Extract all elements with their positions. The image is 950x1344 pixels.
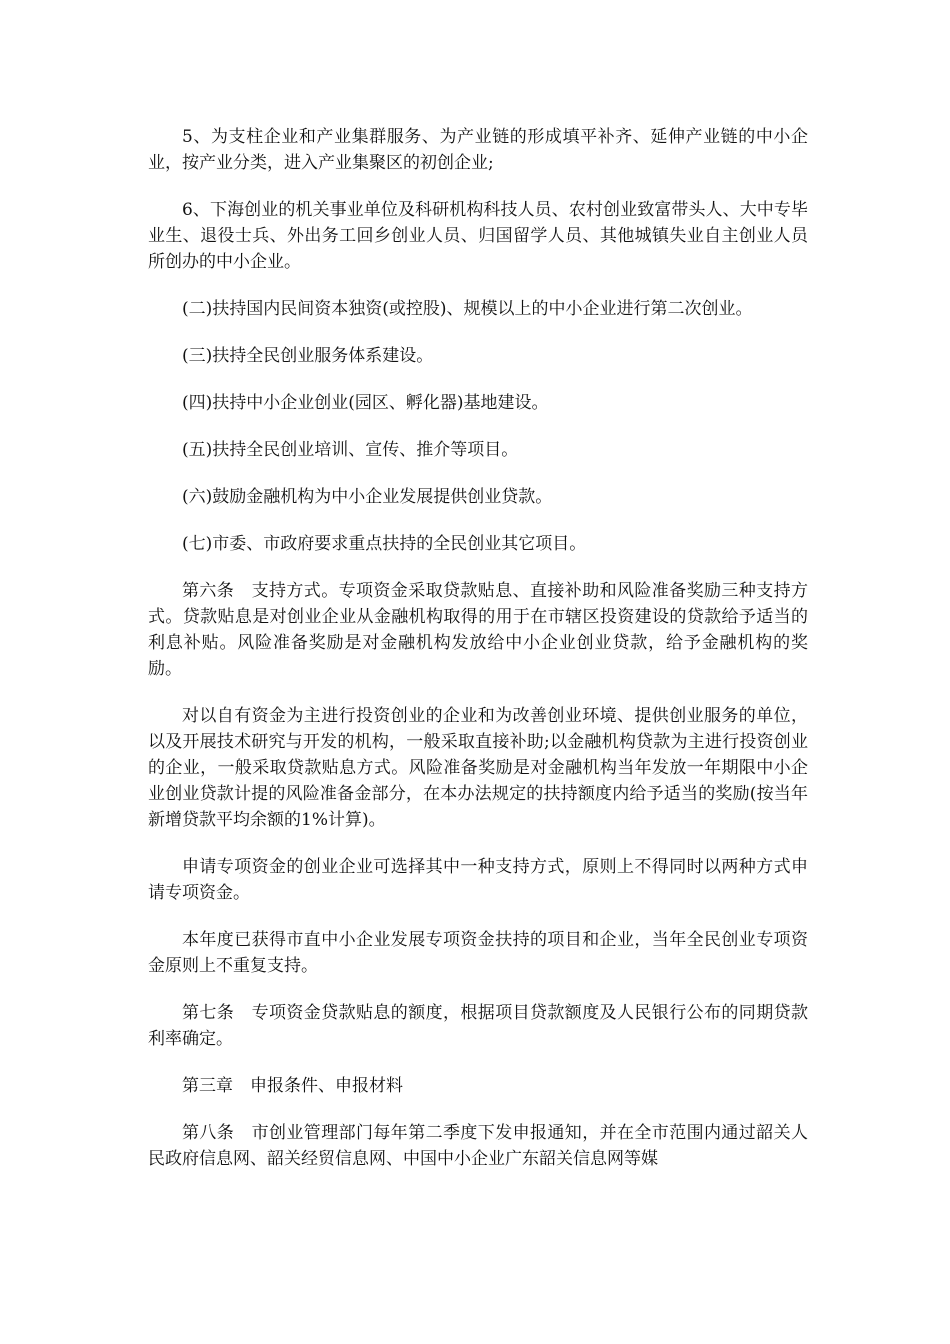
paragraph-support-detail: 对以自有资金为主进行投资创业的企业和为改善创业环境、提供创业服务的单位，以及开展技术研究与开发的机构，一般采取直接补助;以金融机构贷款为主进行投资创业的企业，一般采取贷款贴息方式。风险准备奖励是对金融机构当年发放一年期限中小企业创业贷款计提的风险准备金部分，在本办法规定的扶持额度内给予适当的奖励(按当年新增贷款平均余额的1%计算)。	[148, 706, 808, 830]
paragraph-article-7: 第七条 专项资金贷款贴息的额度，根据项目贷款额度及人民银行公布的同期贷款利率确定。	[148, 1003, 808, 1049]
paragraph-item-6: 6、下海创业的机关事业单位及科研机构科技人员、农村创业致富带头人、大中专毕业生、退役士兵、外出务工回乡创业人员、归国留学人员、其他城镇失业自主创业人员所创办的中小企业。	[148, 200, 808, 272]
chapter-heading-3: 第三章 申报条件、申报材料	[182, 1076, 403, 1096]
paragraph-section-5: (五)扶持全民创业培训、宣传、推介等项目。	[182, 440, 519, 460]
paragraph-article-6: 第六条 支持方式。专项资金采取贷款贴息、直接补助和风险准备奖励三种支持方式。贷款贴息是对创业企业从金融机构取得的用于在市辖区投资建设的贷款给予适当的利息补贴。风险准备奖励是对金融机构发放给中小企业创业贷款，给予金融机构的奖励。	[148, 581, 808, 679]
paragraph-item-5: 5、为支柱企业和产业集群服务、为产业链的形成填平补齐、延伸产业链的中小企业，按产业分类，进入产业集聚区的初创企业;	[148, 127, 808, 173]
paragraph-section-2: (二)扶持国内民间资本独资(或控股)、规模以上的中小企业进行第二次创业。	[182, 299, 753, 319]
paragraph-article-8: 第八条 市创业管理部门每年第二季度下发申报通知，并在全市范围内通过韶关人民政府信息网、韶关经贸信息网、中国中小企业广东韶关信息网等媒	[148, 1123, 808, 1169]
paragraph-section-3: (三)扶持全民创业服务体系建设。	[182, 346, 434, 366]
paragraph-section-4: (四)扶持中小企业创业(园区、孵化器)基地建设。	[182, 393, 549, 413]
paragraph-application-rule: 申请专项资金的创业企业可选择其中一种支持方式，原则上不得同时以两种方式申请专项资金。	[148, 857, 808, 903]
paragraph-section-7: (七)市委、市政府要求重点扶持的全民创业其它项目。	[182, 534, 587, 554]
document-body	[148, 124, 808, 1193]
paragraph-section-6: (六)鼓励金融机构为中小企业发展提供创业贷款。	[182, 487, 553, 507]
paragraph-no-duplicate: 本年度已获得市直中小企业发展专项资金扶持的项目和企业，当年全民创业专项资金原则上不重复支持。	[148, 930, 808, 976]
